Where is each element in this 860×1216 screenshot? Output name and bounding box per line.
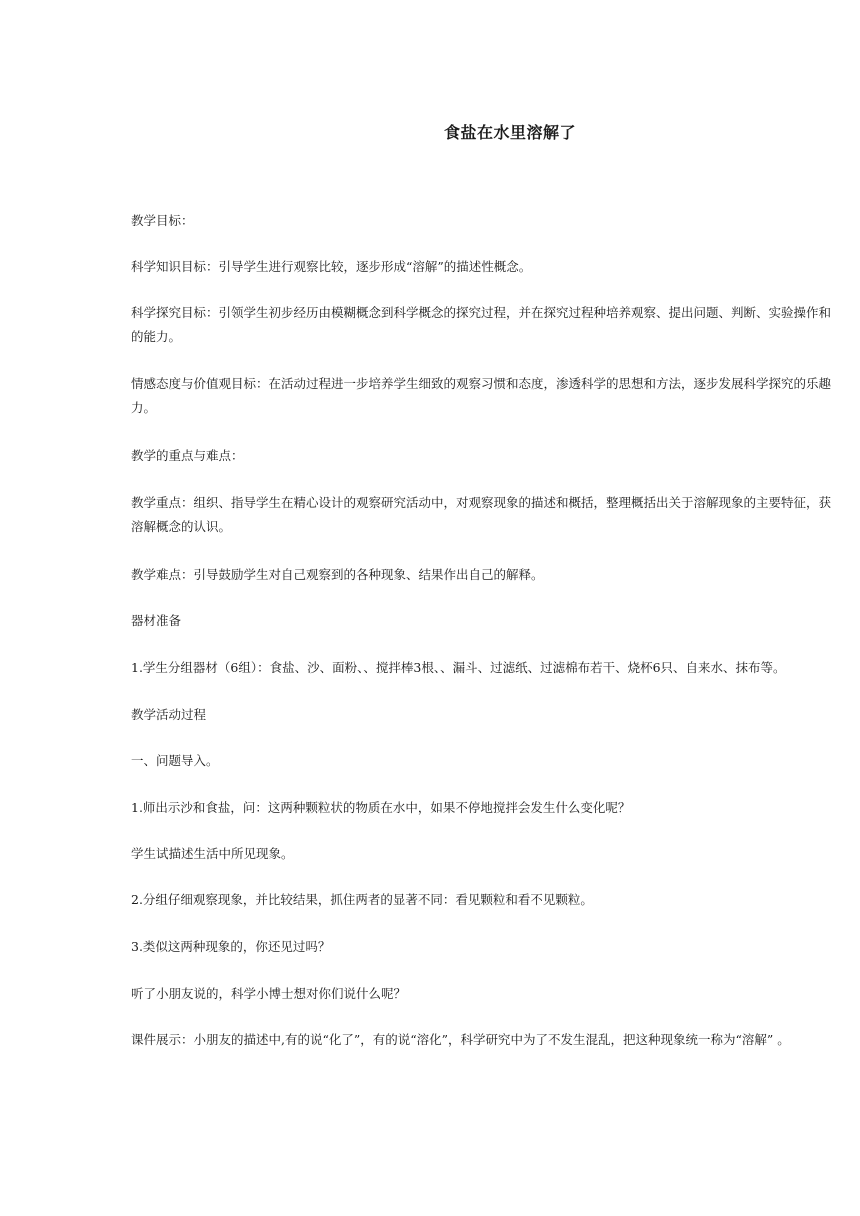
text-line: 科学探究目标：引领学生初步经历由模糊概念到科学概念的探究过程，并在探究过程种培养观察、提出问题、判断、实验操作和 (131, 305, 832, 320)
paragraph-step-1 (131, 796, 860, 820)
paragraph-courseware (131, 1028, 860, 1052)
text-line: 一、问题导入。 (131, 753, 219, 768)
text-line: 2.分组仔细观察现象，并比较结果，抓住两者的显著不同：看见颗粒和看不见颗粒。 (131, 892, 593, 907)
text-line: 教学目标： (131, 213, 194, 228)
paragraph-step-2 (131, 888, 860, 912)
paragraph-focus-heading (131, 444, 860, 468)
paragraph-knowledge-goal (131, 255, 860, 279)
paragraph-difficulty (131, 563, 860, 587)
text-line: 情感态度与价值观目标：在活动过程进一步培养学生细致的观察习惯和态度，渗透科学的思想和方法，逐步发展科学探究的乐趣 (131, 376, 832, 391)
text-line: 1.师出示沙和食盐，问：这两种颗粒状的物质在水中，如果不停地搅拌会发生什么变化呢？ (131, 800, 631, 815)
text-line: 溶解概念的认识。 (131, 519, 232, 534)
paragraph-key-point (131, 491, 860, 539)
text-line: 学生试描述生活中所见现象。 (131, 846, 294, 861)
paragraph-inquiry-goal (131, 301, 860, 349)
paragraph-attitude-goal (131, 372, 860, 420)
paragraph-materials-heading (131, 609, 860, 633)
text-line: 听了小朋友说的，科学小博士想对你们说什么呢？ (131, 986, 407, 1001)
text-line: 器材准备 (131, 613, 182, 628)
paragraph-section-one (131, 749, 860, 773)
paragraph-activity-heading (131, 703, 860, 727)
text-line: 的能力。 (131, 329, 182, 344)
text-line: 教学重点：组织、指导学生在精心设计的观察研究活动中，对观察现象的描述和概括，整理概括出关于溶解现象的主要特征，获 (131, 495, 832, 510)
text-line: 教学的重点与难点： (131, 448, 244, 463)
text-line: 教学活动过程 (131, 707, 207, 722)
text-line: 教学难点：引导鼓励学生对自己观察到的各种现象、结果作出自己的解释。 (131, 567, 544, 582)
text-line: 3.类似这两种现象的，你还见过吗？ (131, 939, 331, 954)
text-line: 课件展示：小朋友的描述中,有的说“化了”，有的说“溶化”，科学研究中为了不发生混乱，把这种现象统一称为“溶解” 。 (131, 1032, 790, 1047)
paragraph-step-3 (131, 935, 860, 959)
paragraph-objectives-heading (131, 209, 860, 233)
paragraph-student-describe (131, 842, 860, 866)
text-line: 科学知识目标：引导学生进行观察比较，逐步形成“溶解”的描述性概念。 (131, 259, 532, 274)
paragraph-doctor-says (131, 982, 860, 1006)
paragraph-materials-list (131, 656, 860, 680)
text-line: 1.学生分组器材（6组）：食盐、沙、面粉、、搅拌棒3根、、漏斗、过滤纸、过滤棉布若干、烧杯6只、自来水、抹布等。 (131, 660, 786, 675)
document-title: 食盐在水里溶解了 (443, 123, 576, 142)
text-line: 力。 (131, 400, 157, 415)
